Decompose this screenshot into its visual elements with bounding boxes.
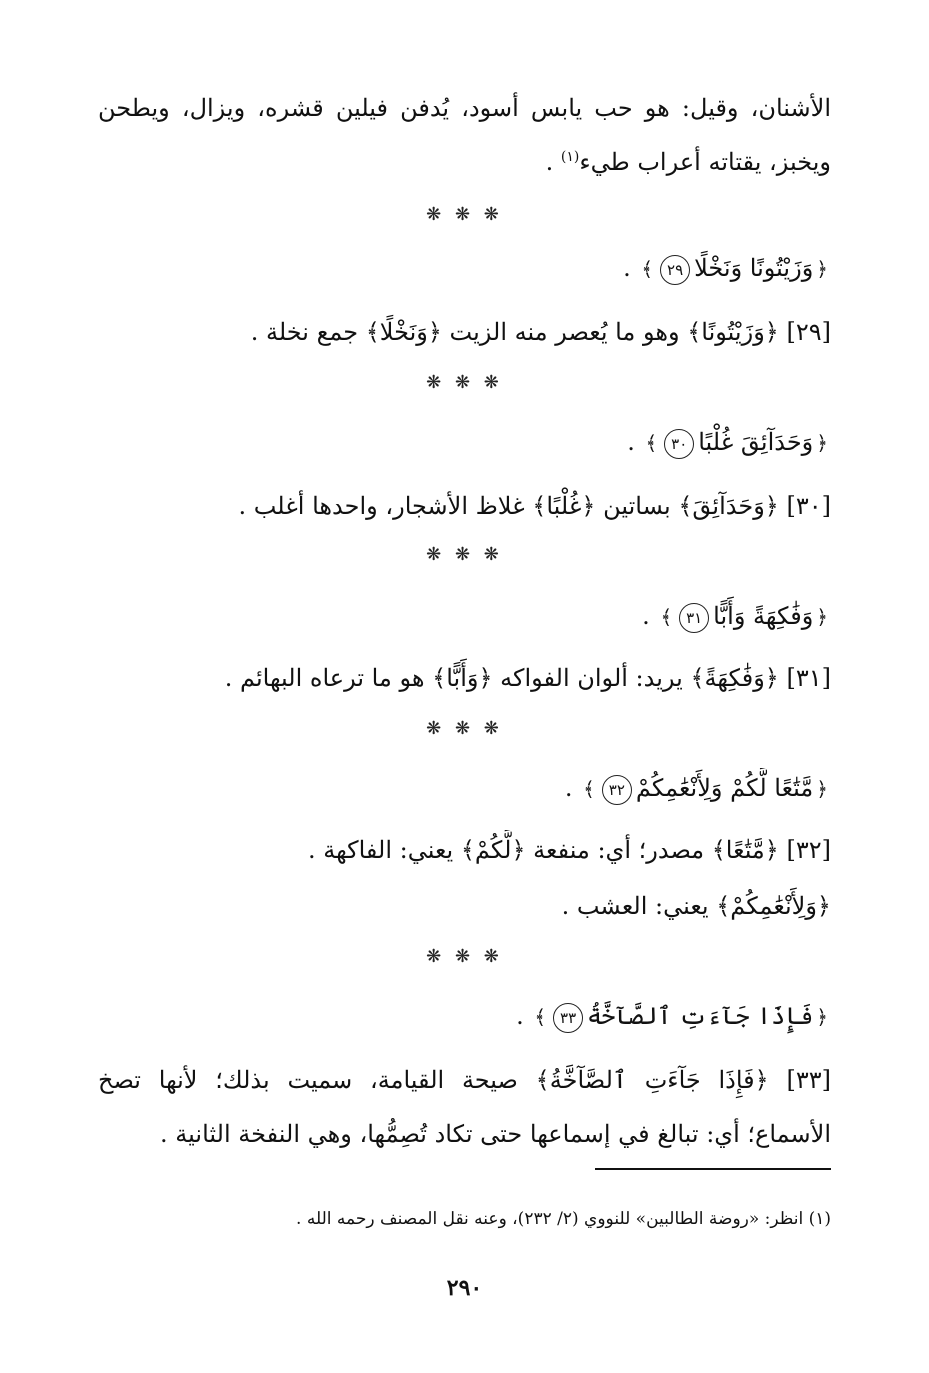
page-number: ٢٩٠: [446, 1275, 483, 1301]
ayah-number-mark: ٢٩: [660, 255, 690, 285]
verse-open-bracket: ﴿: [816, 431, 828, 455]
verse-end: .: [516, 1002, 532, 1030]
verse-close-bracket: ﴾: [660, 605, 673, 629]
verse-text: وَزَيْتُونًا وَنَخْلًا: [694, 254, 814, 282]
ayah-number-mark: ٣٣: [553, 1003, 583, 1033]
verse-end: .: [642, 602, 658, 630]
paragraph-text: ويخبز، يقتاته أعراب طيء: [579, 148, 831, 176]
section-separator: ❋ ❋ ❋: [426, 372, 503, 393]
commentary-line-29: [٢٩] ﴿وَزَيْتُونًا﴾ وهو ما يُعصر منه الزيت ﴿وَنَخْلًا﴾ جمع نخلة .: [250, 318, 831, 346]
verse-open-bracket: ﴿: [816, 257, 828, 281]
footnote: (١) انظر: «روضة الطالبين» للنووي (٢/ ٢٣٢)، وعنه نقل المصنف رحمه الله .: [296, 1209, 831, 1229]
paragraph-end: .: [545, 148, 561, 176]
paragraph-line: الأشنان، وقيل: هو حب يابس أسود، يُدفن فيلين قشره، ويزال، ويطحن: [98, 94, 831, 122]
verse-text: فَإِذَا جَآءَتِ ٱلصَّآخَّةُ: [587, 1002, 814, 1030]
commentary-line-31: [٣١] ﴿وَفَٰكِهَةً﴾ يريد: ألوان الفواكه ﴿وَأَبًّا﴾ هو ما ترعاه البهائم .: [224, 664, 831, 692]
commentary-line-33b: الأسماع؛ أي: تبالغ في إسماعها حتى تكاد تُصِمُّها، وهي النفخة الثانية .: [160, 1120, 831, 1148]
verse-open-bracket: ﴿: [816, 605, 828, 629]
section-separator: ❋ ❋ ❋: [426, 544, 503, 565]
verse-end: .: [623, 254, 639, 282]
verse-close-bracket: ﴾: [645, 431, 658, 455]
ayah-number-mark: ٣٢: [602, 775, 632, 805]
verse-open-bracket: ﴿: [816, 1005, 828, 1029]
commentary-line-30: [٣٠] ﴿وَحَدَآئِقَ﴾ بساتين ﴿غُلْبًا﴾ غلاظ الأشجار، واحدها أغلب .: [238, 492, 831, 520]
verse-close-bracket: ﴾: [641, 257, 654, 281]
verse-open-bracket: ﴿: [816, 777, 828, 801]
verse-text: وَحَدَآئِقَ غُلْبًا: [698, 428, 814, 456]
ayah-number-mark: ٣١: [679, 603, 709, 633]
verse-line-33: [98, 996, 831, 1037]
section-separator: ❋ ❋ ❋: [426, 718, 503, 739]
verse-close-bracket: ﴾: [583, 777, 595, 801]
commentary-line-33: [٣٣] ﴿فَإِذَا جَآءَتِ ٱلصَّآخَّةُ﴾ صيحة القيامة، سميت بذلك؛ لأنها تصخ: [98, 1066, 831, 1094]
verse-line-30: [98, 422, 831, 463]
verse-line-32: [98, 768, 831, 809]
footnote-divider: [595, 1168, 831, 1170]
commentary-line-32: [٣٢] ﴿مَّتَٰعًا﴾ مصدر؛ أي: منفعة ﴿لَّكُمْ﴾ يعني: الفاكهة .: [307, 836, 831, 864]
paragraph-line: [98, 142, 831, 182]
verse-end: .: [564, 774, 581, 802]
verse-end: .: [627, 428, 643, 456]
footnote-ref[interactable]: (١): [560, 149, 580, 165]
verse-line-31: [98, 596, 831, 637]
section-separator: ❋ ❋ ❋: [426, 946, 503, 967]
verse-text: مَّتَٰعًا لَّكُمْ وَلِأَنْعَٰمِكُمْ: [635, 774, 814, 802]
verse-close-bracket: ﴾: [534, 1005, 547, 1029]
section-separator: ❋ ❋ ❋: [426, 204, 503, 225]
verse-text: وَفَٰكِهَةً وَأَبًّا: [713, 602, 814, 630]
verse-line-29: [98, 248, 831, 289]
commentary-line-32b: ﴿وَلِأَنْعَٰمِكُمْ﴾ يعني: العشب .: [561, 892, 831, 920]
ayah-number-mark: ٣٠: [664, 429, 694, 459]
